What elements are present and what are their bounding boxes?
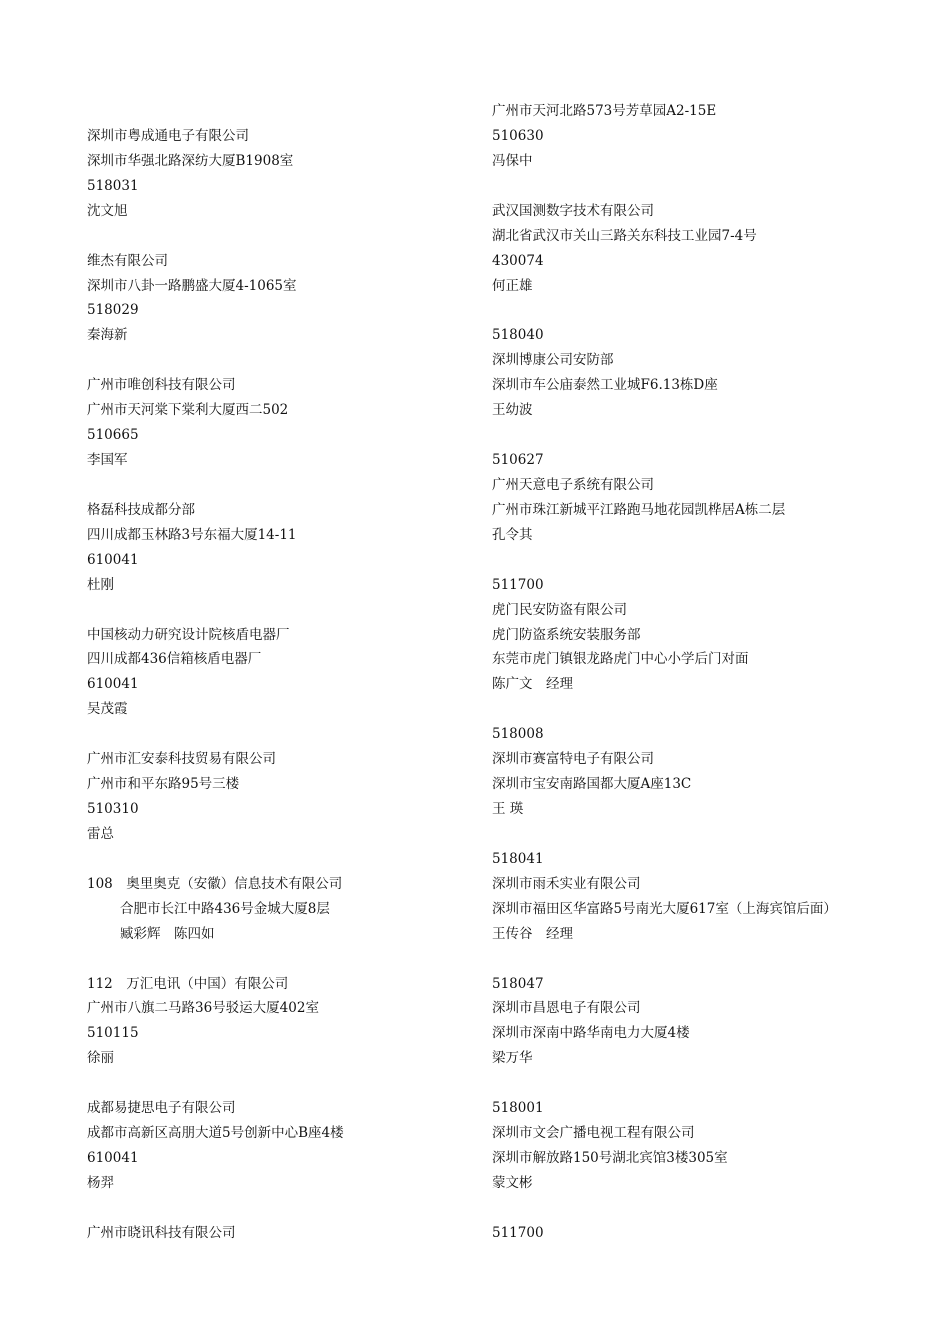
address-line: 广州天意电子系统有限公司 <box>492 476 654 493</box>
address-line: 广州市珠江新城平江路跑马地花园凯桦居A栋二层 <box>492 501 786 518</box>
address-line: 518031 <box>87 177 139 194</box>
address-line: 深圳市昌恩电子有限公司 <box>492 1000 641 1017</box>
address-line: 成都市高新区高朋大道5号创新中心B座4楼 <box>87 1125 344 1142</box>
address-line: 王传谷 经理 <box>492 925 573 942</box>
address-line: 李国军 <box>87 452 128 469</box>
address-line: 深圳市车公庙泰然工业城F6.13栋D座 <box>492 377 718 394</box>
address-line: 广州市天河北路573号芳草园A2-15E <box>492 103 717 119</box>
address-line: 深圳市雨禾实业有限公司 <box>492 875 641 892</box>
address-line: 陈广文 经理 <box>492 676 573 693</box>
address-line: 深圳市深南中路华南电力大厦4楼 <box>492 1025 690 1042</box>
address-line: 冯保中 <box>492 152 533 169</box>
address-line: 510630 <box>492 127 544 144</box>
address-line: 112 万汇电讯（中国）有限公司 <box>87 975 289 992</box>
address-line: 格磊科技成都分部 <box>87 501 195 518</box>
address-line: 吴茂霞 <box>87 701 128 718</box>
address-line: 深圳市文会广播电视工程有限公司 <box>492 1125 695 1142</box>
address-line: 深圳市福田区华富路5号南光大厦617室（上海宾馆后面） <box>492 900 837 917</box>
address-line: 深圳博康公司安防部 <box>492 352 614 369</box>
address-line: 510310 <box>87 801 139 818</box>
address-line: 518029 <box>87 302 139 319</box>
address-line: 610041 <box>87 551 139 568</box>
address-line: 徐丽 <box>87 1050 114 1067</box>
address-line: 510627 <box>492 452 544 469</box>
address-line: 518008 <box>492 726 544 743</box>
address-line: 511700 <box>492 576 544 593</box>
address-line: 蒙文彬 <box>492 1174 533 1191</box>
address-line: 108 奥里奥克（安徽）信息技术有限公司 <box>87 875 343 892</box>
address-line: 518001 <box>492 1100 544 1117</box>
address-line: 深圳市赛富特电子有限公司 <box>492 751 654 768</box>
address-line: 广州市和平东路95号三楼 <box>87 776 240 793</box>
address-line: 518047 <box>492 975 544 992</box>
address-line: 何正雄 <box>492 277 533 294</box>
address-line: 430074 <box>492 252 544 269</box>
address-line: 518040 <box>492 327 544 344</box>
address-line: 王 瑛 <box>492 801 524 818</box>
address-line: 深圳市八卦一路鹏盛大厦4-1065室 <box>87 277 297 294</box>
address-line: 武汉国测数字技术有限公司 <box>492 202 654 219</box>
address-line: 孔令其 <box>492 526 533 543</box>
address-line: 510665 <box>87 427 139 444</box>
address-line: 511700 <box>492 1224 544 1241</box>
address-line: 广州市唯创科技有限公司 <box>87 377 236 394</box>
address-line: 虎门防盗系统安装服务部 <box>492 626 641 643</box>
address-line: 杜刚 <box>87 576 114 593</box>
address-line: 深圳市解放路150号湖北宾馆3楼305室 <box>492 1150 728 1167</box>
address-line: 梁万华 <box>492 1050 533 1067</box>
address-line: 湖北省武汉市关山三路关东科技工业园7-4号 <box>492 227 757 244</box>
address-line: 合肥市长江中路436号金城大厦8层 <box>120 900 330 917</box>
address-line: 雷总 <box>87 825 114 842</box>
address-line: 广州市晓讯科技有限公司 <box>87 1224 236 1241</box>
address-line: 维杰有限公司 <box>87 252 168 269</box>
address-line: 中国核动力研究设计院核盾电器厂 <box>87 626 290 643</box>
address-line: 杨羿 <box>87 1174 114 1191</box>
address-line: 四川成都玉林路3号东福大厦14-11 <box>87 526 297 543</box>
address-line: 510115 <box>87 1025 139 1042</box>
address-line: 东莞市虎门镇银龙路虎门中心小学后门对面 <box>492 651 749 668</box>
address-line: 秦海新 <box>87 327 128 344</box>
address-line: 沈文旭 <box>87 202 128 219</box>
address-line: 成都易捷思电子有限公司 <box>87 1100 236 1117</box>
address-line: 广州市汇安泰科技贸易有限公司 <box>87 751 276 768</box>
address-line: 四川成都436信箱核盾电器厂 <box>87 651 262 668</box>
address-line: 王幼波 <box>492 402 533 419</box>
address-line: 深圳市粤成通电子有限公司 <box>87 127 249 144</box>
address-line: 610041 <box>87 1150 139 1167</box>
address-line: 虎门民安防盗有限公司 <box>492 601 627 618</box>
address-line: 深圳市宝安南路国都大厦A座13C <box>492 776 692 793</box>
address-line: 518041 <box>492 850 544 867</box>
address-line: 臧彩辉 陈四如 <box>120 925 215 942</box>
address-line: 广州市天河棠下棠利大厦西二502 <box>87 402 289 419</box>
address-line: 深圳市华强北路深纺大厦B1908室 <box>87 152 294 169</box>
address-line: 广州市八旗二马路36号驳运大厦402室 <box>87 1000 319 1017</box>
address-line: 610041 <box>87 676 139 693</box>
